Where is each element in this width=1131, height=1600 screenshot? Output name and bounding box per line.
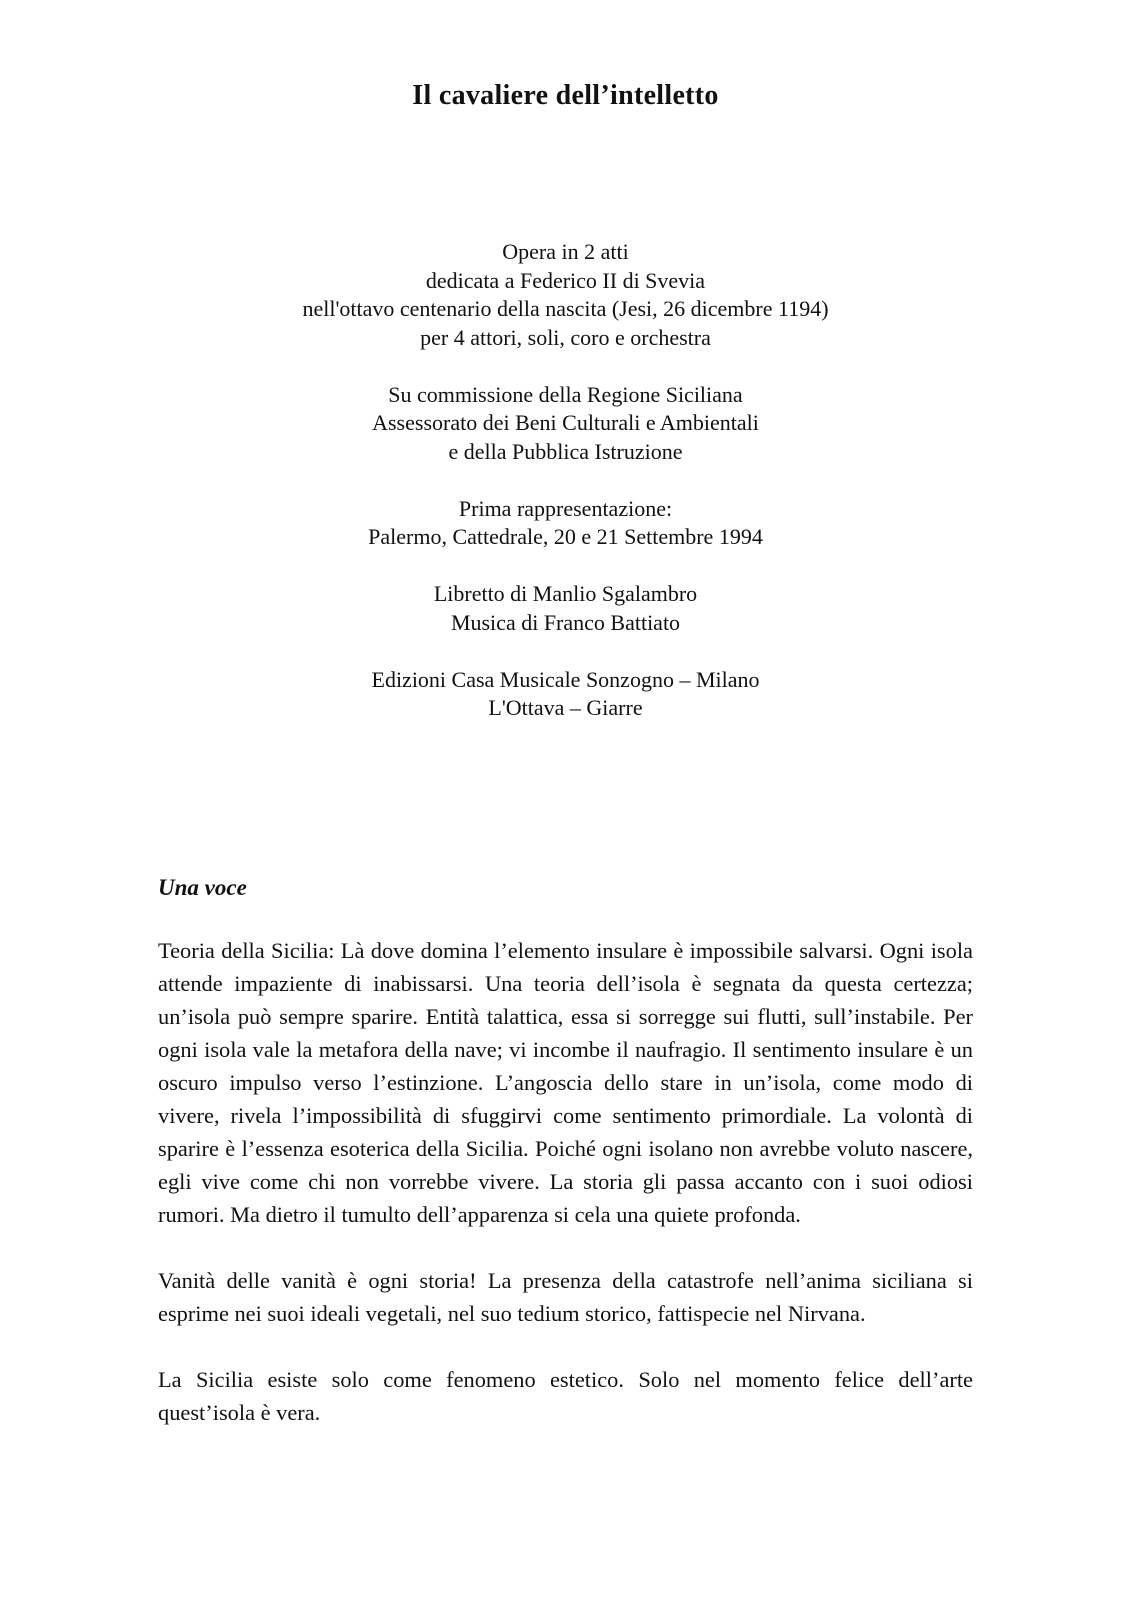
front-matter-line: Prima rappresentazione: [458, 495, 673, 521]
front-matter-line: dedicata a Federico II di Svevia [425, 267, 706, 293]
publisher-block [158, 666, 973, 723]
section-heading-una-voce: Una voce [158, 874, 247, 900]
front-matter-line: Palermo, Cattedrale, 20 e 21 Settembre 1994 [368, 524, 763, 549]
front-matter-line: Assessorato dei Beni Culturali e Ambientali [372, 410, 759, 435]
page-title: Il cavaliere dell’intelletto [412, 80, 719, 111]
front-matter-line: Edizioni Casa Musicale Sonzogno – Milano [371, 666, 760, 692]
dedication-block [158, 238, 973, 352]
front-matter-line: Libretto di Manlio Sgalambro [433, 581, 698, 606]
commission-block [158, 381, 973, 467]
front-matter-line: L'Ottava – Giarre [488, 695, 643, 720]
paragraph-vanita-delle-vanita: Vanità delle vanità è ogni storia! La presenza della catastrofe nell’anima siciliana si esprime nei suoi ideali vegetali, nel suo tedium storico, fattispecie nel Nirvana. [158, 1267, 973, 1326]
paragraph-la-sicilia-esiste: La Sicilia esiste solo come fenomeno estetico. Solo nel momento felice dell’arte quest’isola è vera. [158, 1366, 973, 1425]
front-matter-line: Musica di Franco Battiato [450, 609, 681, 635]
credits-block [158, 580, 973, 637]
front-matter-line: Opera in 2 atti [502, 239, 629, 264]
front-matter-line: nell'ottavo centenario della nascita (Jesi, 26 dicembre 1194) [302, 296, 829, 321]
front-matter-line: e della Pubblica Istruzione [448, 438, 683, 464]
paragraph-teoria-della-sicilia: Teoria della Sicilia: Là dove domina l’elemento insulare è impossibile salvarsi. Ogni isola attende impaziente di inabissarsi. Una teoria dell’isola è segnata da questa certezza; un’isola può sempre sparire. Entità talattica, essa si sorregge sui flutti, sull’instabile. Per ogni isola vale la metafora della nave; vi incombe il naufragio. Il sentimento insulare è un oscuro impulso verso l’estinzione. L’angoscia dello stare in un’isola, come modo di vivere, rivela l’impossibilità di sfuggirvi come sentimento primordiale. La volontà di sparire è l’essenza esoterica della Sicilia. Poiché ogni isolano non avrebbe voluto nascere, egli vive come chi non vorrebbe vivere. La storia gli passa accanto con i suoi odiosi rumori. Ma dietro il tumulto dell’apparenza si cela una quiete profonda. [158, 937, 973, 1227]
front-matter [158, 238, 973, 723]
front-matter-line: per 4 attori, soli, coro e orchestra [420, 324, 711, 350]
front-matter-line: Su commissione della Regione Siciliana [388, 381, 743, 407]
premiere-block [158, 495, 973, 552]
